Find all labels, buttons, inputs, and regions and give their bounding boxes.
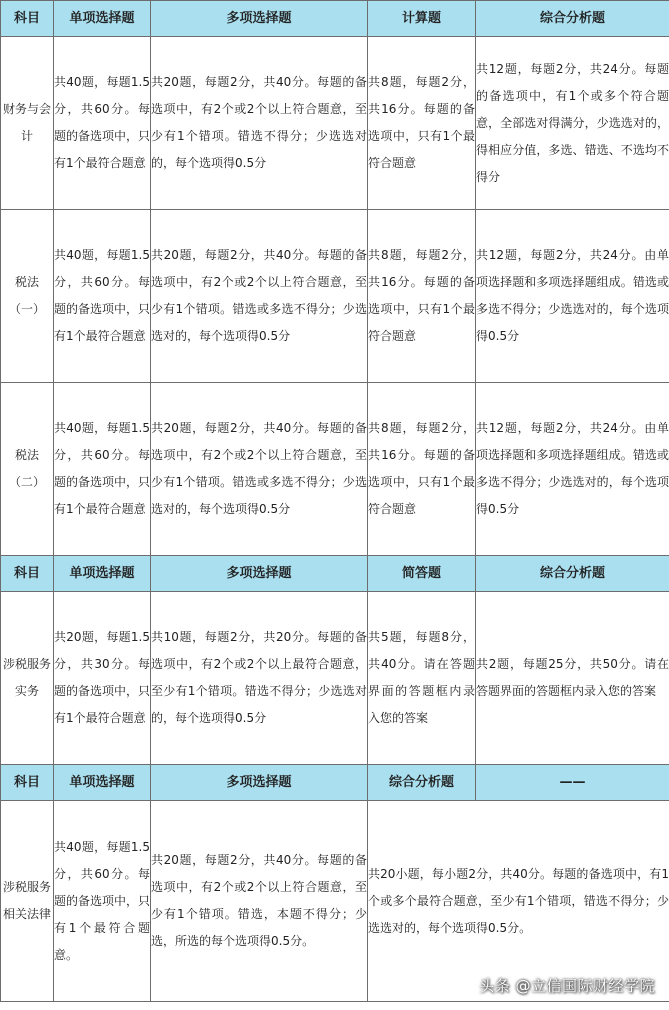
multi-choice-cell: 共20题，每题2分，共40分。每题的备选项中，有2个或2个以上符合题意，至少有1个错项。错选或多选不得分；少选选对的，每个选项得0.5分 [151,383,368,556]
header-single-choice: 单项选择题 [54,556,151,592]
header-comprehensive: 综合分析题 [476,1,669,37]
header-multi-choice: 多项选择题 [151,765,368,801]
header-comprehensive: 综合分析题 [368,765,476,801]
subject-cell: 涉税服务相关法律 [1,801,54,1002]
multi-choice-cell: 共10题，每题2分，共20分。每题的备选项中，有2个或2个以上最符合题意，至少有1个错项。错选不得分；少选选对的，每个选项得0.5分 [151,592,368,765]
single-choice-cell: 共20题，每题1.5分，共30分。每题的备选项中，只有1个最符合题意 [54,592,151,765]
header-subject: 科目 [1,556,54,592]
single-choice-cell: 共40题，每题1.5分，共60分。每题的备选项中，只有1个最符合题意 [54,210,151,383]
table-row [1,37,669,210]
comprehensive-cell: 共12题，每题2分，共24分。每题的备选项中，有1个或多个符合题意，全部选对得满分，少选选对的，得相应分值，多选、错选、不选均不得分 [476,37,669,210]
multi-choice-cell: 共20题，每题2分，共40分。每题的备选项中，有2个或2个以上符合题意，至少有1个错项。错选或多选不得分；少选选对的，每个选项得0.5分 [151,210,368,383]
table-row [1,210,669,383]
comprehensive-cell: 共2题，每题25分，共50分。请在答题界面的答题框内录入您的答案 [476,592,669,765]
table-row [1,383,669,556]
header-empty: —— [476,765,669,801]
multi-choice-cell: 共20题，每题2分，共40分。每题的备选项中，有2个或2个以上符合题意，至少有1个错项。错选不得分；少选选对的，每个选项得0.5分 [151,37,368,210]
header-multi-choice: 多项选择题 [151,556,368,592]
header-subject: 科目 [1,1,54,37]
comprehensive-cell: 共12题，每题2分，共24分。由单项选择题和多项选择题组成。错选或多选不得分；少选选对的，每个选项得0.5分 [476,210,669,383]
table-row [1,801,669,1002]
watermark: 头条 @立信国际财经学院 [479,977,655,995]
calculation-cell: 共8题，每题2分，共16分。每题的备选项中，只有1个最符合题意 [368,383,476,556]
header-row [1,1,669,37]
single-choice-cell: 共40题，每题1.5分，共60分。每题的备选项中，只有1个最符合题意 [54,37,151,210]
header-single-choice: 单项选择题 [54,1,151,37]
subject-cell: 税法（二） [1,383,54,556]
header-multi-choice: 多项选择题 [151,1,368,37]
subject-cell: 涉税服务实务 [1,592,54,765]
header-single-choice: 单项选择题 [54,765,151,801]
subject-cell: 财务与会计 [1,37,54,210]
single-choice-cell: 共40题，每题1.5分，共60分。每题的备选项中，只有1个最符合题意。 [54,801,151,1002]
header-comprehensive: 综合分析题 [476,556,669,592]
header-row [1,556,669,592]
multi-choice-cell: 共20题，每题2分，共40分。每题的备选项中，有2个或2个以上符合题意，至少有1个错项。错选，本题不得分；少选，所选的每个选项得0.5分。 [151,801,368,1002]
table-row [1,592,669,765]
header-short-answer: 简答题 [368,556,476,592]
subject-cell: 税法（一） [1,210,54,383]
header-calculation: 计算题 [368,1,476,37]
single-choice-cell: 共40题，每题1.5分，共60分。每题的备选项中，只有1个最符合题意 [54,383,151,556]
calculation-cell: 共8题，每题2分，共16分。每题的备选项中，只有1个最符合题意 [368,37,476,210]
calculation-cell: 共8题，每题2分，共16分。每题的备选项中，只有1个最符合题意 [368,210,476,383]
header-subject: 科目 [1,765,54,801]
header-row [1,765,669,801]
comprehensive-cell: 共20小题，每小题2分，共40分。每题的备选项中，有1个或多个最符合题意，至少有1个错项，错选不得分；少选选对的，每个选项得0.5分。 [368,801,669,1002]
comprehensive-cell: 共12题，每题2分，共24分。由单项选择题和多项选择题组成。错选或多选不得分；少选选对的，每个选项得0.5分 [476,383,669,556]
short-answer-cell: 共5题，每题8分，共40分。请在答题界面的答题框内录入您的答案 [368,592,476,765]
